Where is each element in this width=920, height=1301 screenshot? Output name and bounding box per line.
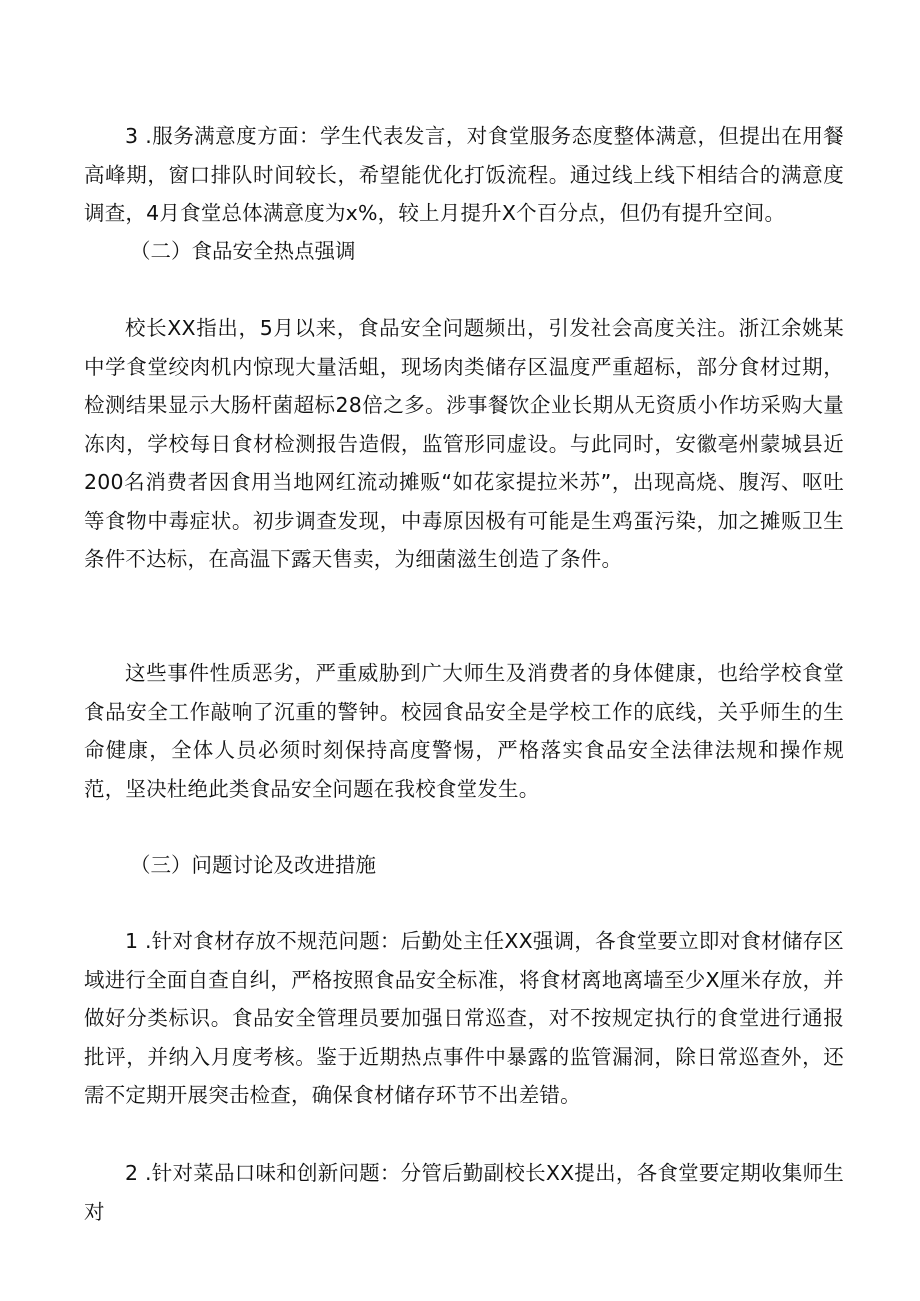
paragraph-warning: 这些事件性质恶劣，严重威胁到广大师生及消费者的身体健康，也给学校食堂食品安全工作敲响了沉重的警钟。校园食品安全是学校工作的底线，关乎师生的生命健康，全体人员必须时刻保持高度警惕，严格落实食品安全法律法规和操作规范，坚决杜绝此类食品安全问题在我校食堂发生。 — [84, 661, 844, 801]
section-heading-discussion: （三）问题讨论及改进措施 — [130, 853, 376, 877]
paragraph-taste-measures: 2 .针对菜品口味和创新问题：分管后勤副校长XX提出，各食堂要定期收集师生对 — [84, 1161, 844, 1224]
section-heading-food-safety: （二）食品安全热点强调 — [130, 239, 356, 263]
paragraph-storage-measures: 1 .针对食材存放不规范问题：后勤处主任XX强调，各食堂要立即对食材储存区域进行全面自查自纠，严格按照食品安全标准，将食材离地离墙至少X厘米存放，并做好分类标识。食品安全管理员要加强日常巡查，对不按规定执行的食堂进行通报批评，并纳入月度考核。鉴于近期热点事件中暴露的监管漏洞，除日常巡查外，还需不定期开展突击检查，确保食材储存环节不出差错。 — [84, 929, 844, 1107]
paragraph-service-satisfaction: 3 .服务满意度方面：学生代表发言，对食堂服务态度整体满意，但提出在用餐高峰期，窗口排队时间较长，希望能优化打饭流程。通过线上线下相结合的满意度调查，4月食堂总体满意度为x%，较上月提升X个百分点，但仍有提升空间。 — [84, 124, 844, 225]
paragraph-principal-remarks: 校长XX指出，5月以来，食品安全问题频出，引发社会高度关注。浙江余姚某中学食堂绞肉机内惊现大量活蛆，现场肉类储存区温度严重超标，部分食材过期，检测结果显示大肠杆菌超标28倍之多。涉事餐饮企业长期从无资质小作坊采购大量冻肉，学校每日食材检测报告造假，监管形同虚设。与此同时，安徽亳州蒙城县近200名消费者因食用当地网红流动摊贩“如花家提拉米苏”，出现高烧、腹泻、呕吐等食物中毒症状。初步调查发现，中毒原因极有可能是生鸡蛋污染，加之摊贩卫生条件不达标，在高温下露天售卖，为细菌滋生创造了条件。 — [84, 316, 844, 571]
